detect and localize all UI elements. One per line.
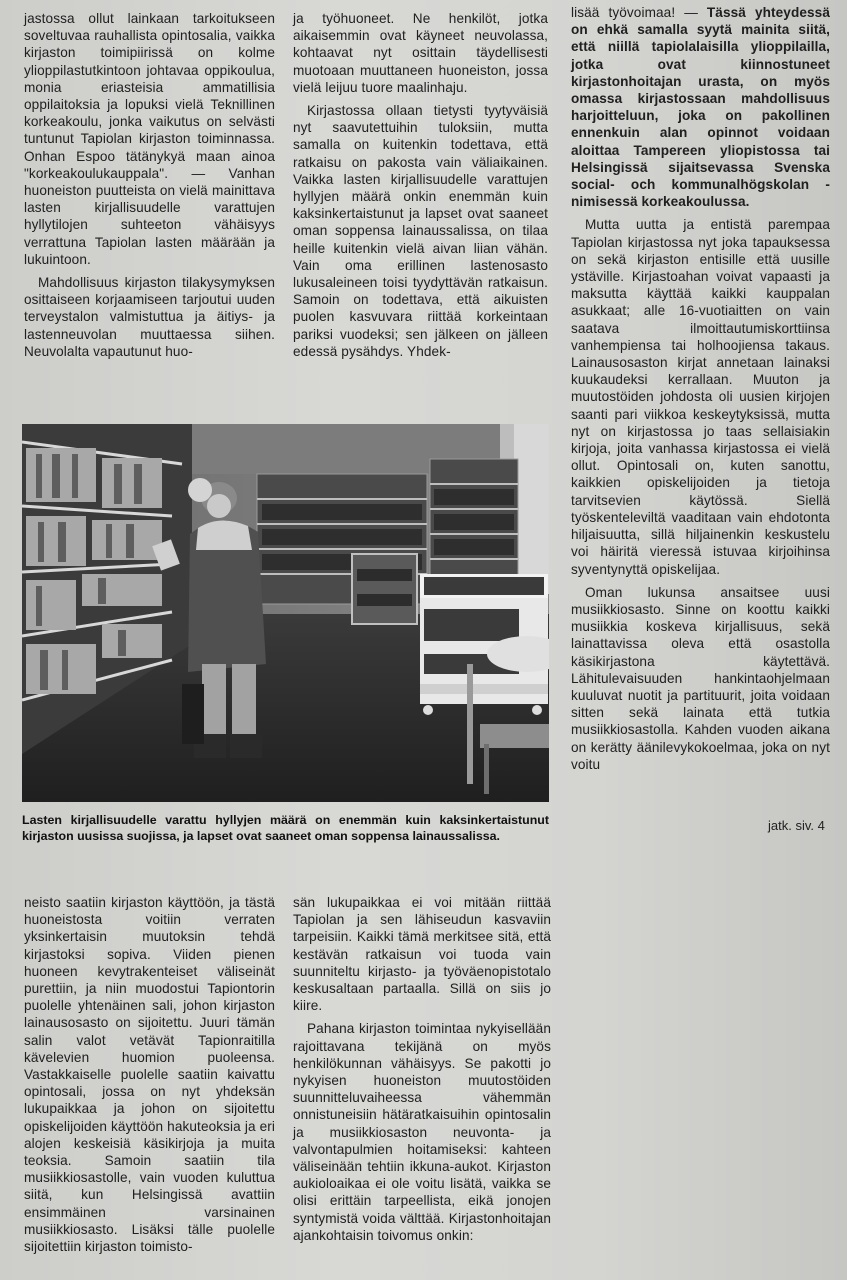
library-photo-drawing: [22, 424, 549, 802]
column-bottom-2: [293, 894, 551, 1250]
paragraph: Pahana kirjaston toimintaa nykyisellään rajoittavana tekijänä on myös henkilökunnan vähäisyys. Se pakotti jo nykyisen huoneiston muutostöiden suunnitteluvaiheessa vähemmän onnistuneisiin hätäratkaisuihin opintosalin ja musiikkiosaston neuvonta- ja valvontapulmien hoitamiseksi: kahteen väliseinään tehtiin ikkuna-aukot. Kirjaston aukioloaikaa ei ole voitu lisätä, vaikka se olisi erittäin tarpeellista, eikä jonojen syntymistä voida välttää. Kirjastonhoitajan ajankohtaisin toivomus onkin:: [293, 1021, 551, 1243]
paragraph: jastossa ollut lainkaan tarkoitukseen soveltuvaa rauhallista opintosalia, vaikka kirjaston toimipiirissä on kolme ylioppilastutkintoon johtavaa oppikoulua, monia eriasteisia ammatillisia oppilaitoksia ja lopuksi vielä Teknillinen korkeakoulu, jonka vaikutus on selvästi tuntunut Tapiolan kirjaston toiminnassa. Onhan Espoo tätänykyä maan ainoa "korkeakoulukauppala". — Vanhan huoneiston puutteista on vielä mainittava lasten kirjallisuudelle varattujen hyllytilojen suhteeton vähäisyys verrattuna Tapiolan lasten määrään ja lukuintoon.: [24, 11, 275, 267]
library-photo: [22, 424, 549, 802]
paragraph: [571, 4, 830, 210]
column-bottom-1: [24, 894, 275, 1261]
paragraph: sän lukupaikkaa ei voi mitään riittää Tapiolan ja sen lähiseudun kasvaviin tarpeisiin. Kaikki tämä merkitsee sitä, että kestävän ratkaisun voi tuoda vain suunniteltu kirjasto- ja työväenopistotalo keskusaltaan partaalla. Sillä on siis jo kiire.: [293, 895, 551, 1014]
paragraph: Oman lukunsa ansaitsee uusi musiikkiosasto. Sinne on koottu kaikki musiikkia koskeva kirjallisuus, sekä lainattavissa oleva että osastolla käsikirjastona käytettävä. Lähitulevaisuuden hankintaohjelmaan kuuluvat nuotit ja partituurit, joita voidaan sitten sekä lainata että tutkia musiikkiosastolla. Kahden vuoden aikana on kerätty äänilevykokoelmaa, joka on nyt voitu: [571, 584, 830, 772]
paragraph: Mutta uutta ja entistä parempaa Tapiolan kirjastossa nyt joka tapauksessa on sekä kirjaston entisille että uusille ystäville. Kirjastoahan voivat vapaasti ja maksutta käyttää kaikki kauppalan asukkaat; alle 16-vuotiaitten on vain saatava ilmoittautumiskorttiinsa vanhempiensa tai holhoojiensa takaus. Lainausosaston kirjat annetaan lainaksi kuukaudeksi kerrallaan. Muuton ja muutostöiden johdosta oli uusien kirjojen saanti pari viikkoa keskeytyksissä, mutta nyt on kirjastossa jo taas sellaisiakin kirjoja, joita vanhassa kirjastossa ei vielä ollut. Opintosali on, kuten sanottu, kaikkien opiskelijoiden ja tietoja tarvitsevien käytössä. Siellä työskenteleviltä vaaditaan vain ehdotonta hiljaisuutta, sillä hiljainenkin keskustelu voi häiritä vieressä istuvaa kirjoihinsa syventynyttä opiskelijaa.: [571, 217, 830, 577]
paragraph: Kirjastossa ollaan tietysti tyytyväisiä nyt saavutettuihin tuloksiin, mutta samalla on kuitenkin todettava, että ratkaisu on pakosta vain väliaikainen. Vaikka lasten kirjallisuudelle varattujen hyllyjen määrä onkin enemmän kuin kaksinkertaistunut ja lapset ovat saaneet oman soppensa lainaussalissa, on tilaa heille kuitenkin vielä aivan liian vähän. Vain oma erillinen lastenosasto lukusaleineen toisi tyydyttävän ratkaisun. Samoin on todettava, että aikuisten puolen kasvuvara riittää korkeintaan pariksi vuodeksi; sen jälkeen on jälleen edessä pysähdys. Yhdek-: [293, 103, 548, 359]
paragraph: Mahdollisuus kirjaston tilakysymyksen osittaiseen korjaamiseen tarjoutui uuden terveystalon valmistuttua ja äitiys- ja lastenneuvolan muuttaessa siihen. Neuvolalta vapautunut huo-: [24, 275, 275, 359]
continuation-note: jatk. siv. 4: [768, 818, 825, 833]
column-3: [571, 4, 830, 779]
photo-caption: Lasten kirjallisuudelle varattu hyllyjen määrä on enemmän kuin kaksinkertaistunut kirjaston uusissa suojissa, ja lapset ovat saaneet oman soppensa lainaussalissa.: [22, 813, 549, 844]
highlight-notice: Tässä yhteydessä on ehkä samalla syytä mainita siitä, että niillä tapiolalaisilla ylioppilailla, jotka ovat kiinnostuneet kirjastonhoitajan urasta, on myös omassa kirjastossaan mahdollisuus harjoitteluun, joka on pakollinen ennenkuin alan opinnot voidaan aloittaa Tampereen yliopistossa tai Helsingissä sijaitsevassa Svenska social- och kommunalhögskolan -nimisessä korkeakoulussa.: [571, 5, 830, 210]
paragraph: neisto saatiin kirjaston käyttöön, ja tästä huoneistosta voitiin verraten yksinkertaisin muutoksin tehdä kirjastoksi sopiva. Viiden pienen huoneen kevytrakenteiset väliseinät purettiin, ja niin muodostui Tapiontorin puolelle yhtenäinen sali, johon kirjaston lainausosasto on sijoitettu. Juuri tämän salin valot vetävät Tapionraitilla kävelevien huomion puoleensa. Vastakkaiselle puolelle saatiin kaivattu opintosali, jossa on nyt yhdeksän lukupaikkaa ja johon on sijoitettu opiskelijoiden käyttöön hakuteoksia ja eri alojen keskeisiä käsikirjoja ja muita teoksia. Samoin saatiin tila musiikkiosastolle, vain vuoden kuluttua siitä, kun Helsingissä avattiin ensimmäinen varsinainen musiikkiosasto. Lisäksi tälle puolelle sijoitettiin kirjaston toimisto-: [24, 895, 275, 1255]
column-1: [24, 10, 275, 366]
paragraph-start: lisää työvoimaa! —: [571, 5, 698, 20]
column-2: [293, 10, 548, 366]
paragraph: ja työhuoneet. Ne henkilöt, jotka aikaisemmin ovat käyneet neuvolassa, kohtaavat nyt osittain täydellisesti muotoaan muuttaneen huoneiston, jossa vielä leijuu tuore maalinhaju.: [293, 11, 548, 95]
